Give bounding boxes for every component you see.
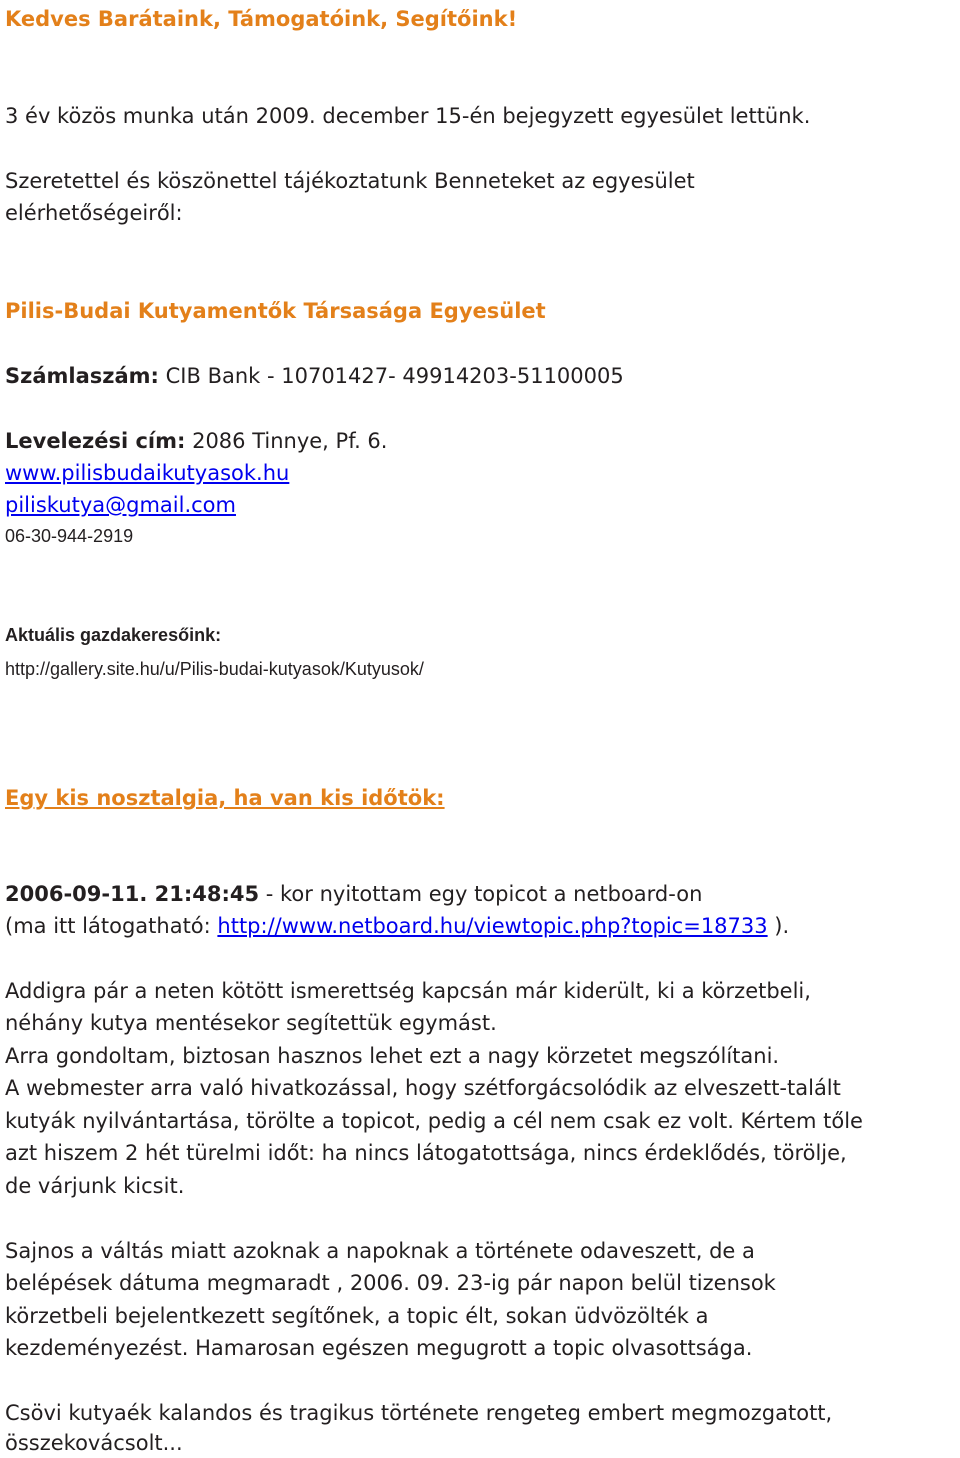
phone-number: 06-30-944-2919 — [5, 526, 134, 546]
nostalgia-p1-line-2 — [5, 911, 789, 941]
account-line — [5, 361, 624, 391]
email-link[interactable]: piliskutya@gmail.com — [5, 493, 236, 517]
p3-line: Sajnos a váltás miatt azoknak a napoknak a története odaveszett, de a — [5, 1239, 755, 1263]
p3-line: belépések dátuma megmaradt , 2006. 09. 23-ig pár napon belül tizensok — [5, 1271, 776, 1295]
intro-line-1: 3 év közös munka után 2009. december 15-én bejegyzett egyesület lettünk. — [5, 104, 811, 128]
p1-rest: - kor nyitottam egy topicot a netboard-on — [259, 882, 703, 906]
p3-line: körzetbeli bejelentkezett segítőnek, a topic élt, sokan üdvözölték a — [5, 1304, 709, 1328]
address-line — [5, 426, 387, 456]
p2-line: Addigra pár a neten kötött ismerettség kapcsán már kiderült, ki a körzetbeli, — [5, 979, 811, 1003]
p2-line: azt hiszem 2 hét türelmi időt: ha nincs látogatottsága, nincs érdeklődés, törölje, — [5, 1141, 847, 1165]
greeting-heading: Kedves Barátaink, Támogatóink, Segítőink! — [5, 7, 518, 31]
account-value: CIB Bank - 10701427- 49914203-51100005 — [158, 364, 624, 388]
p1-prefix: (ma itt látogatható: — [5, 914, 218, 938]
p2-line: de várjunk kicsit. — [5, 1174, 185, 1198]
p1-suffix: ). — [767, 914, 790, 938]
website-link[interactable]: www.pilisbudaikutyasok.hu — [5, 461, 290, 485]
p2-line: Arra gondoltam, biztosan hasznos lehet ezt a nagy körzetet megszólítani. — [5, 1044, 780, 1068]
address-value: 2086 Tinnye, Pf. 6. — [185, 429, 388, 453]
p2-line: kutyák nyilvántartása, törölte a topicot, pedig a cél nem csak ez volt. Kértem tőle — [5, 1109, 863, 1133]
address-label: Levelezési cím: — [5, 429, 186, 453]
netboard-link[interactable]: http://www.netboard.hu/viewtopic.php?topic=18733 — [217, 914, 768, 938]
p3-line: kezdeményezést. Hamarosan egészen megugrott a topic olvasottsága. — [5, 1336, 753, 1360]
org-name: Pilis-Budai Kutyamentők Társasága Egyesület — [5, 299, 546, 323]
p2-line: néhány kutya mentésekor segítettük egymást. — [5, 1011, 497, 1035]
account-label: Számlaszám: — [5, 364, 159, 388]
nostalgia-heading: Egy kis nosztalgia, ha van kis időtök: — [5, 786, 445, 810]
adoption-url: http://gallery.site.hu/u/Pilis-budai-kutyasok/Kutyusok/ — [5, 659, 424, 679]
nostalgia-p1-line-1 — [5, 879, 702, 909]
p4-line: Csövi kutyaék kalandos és tragikus története rengeteg embert megmozgatott, — [5, 1401, 833, 1425]
topic-date: 2006-09-11. 21:48:45 — [5, 882, 260, 906]
p2-line: A webmester arra való hivatkozással, hogy szétforgácsolódik az elveszett-talált — [5, 1076, 841, 1100]
p4-line: összekovácsolt... — [5, 1431, 183, 1455]
intro-line-3: elérhetőségeiről: — [5, 201, 183, 225]
adoption-label: Aktuális gazdakeresőink: — [5, 625, 222, 645]
intro-line-2: Szeretettel és köszönettel tájékoztatunk Benneteket az egyesület — [5, 169, 695, 193]
